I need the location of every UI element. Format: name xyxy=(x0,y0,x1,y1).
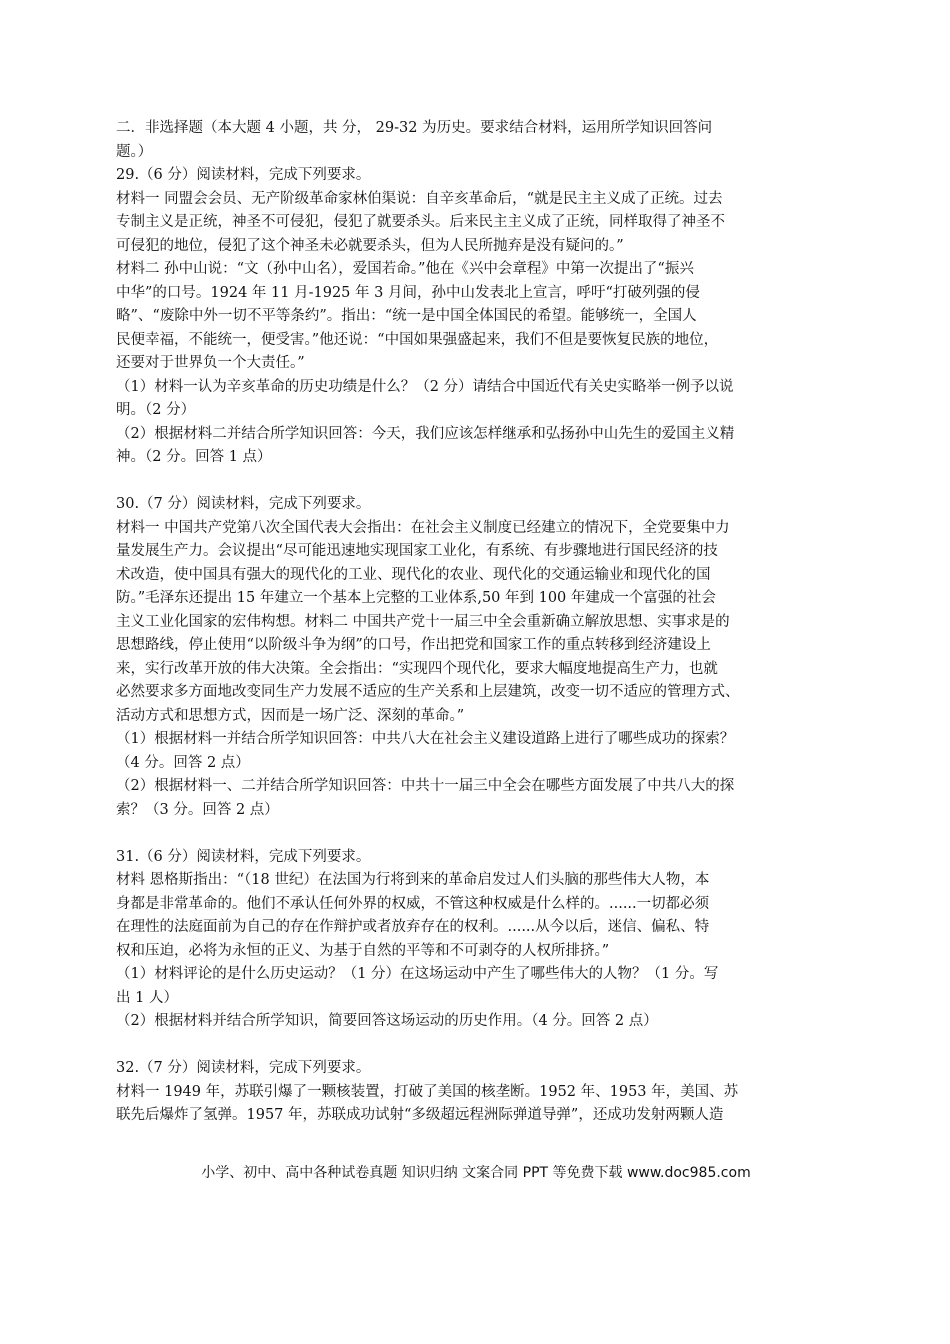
question-30 xyxy=(116,493,836,822)
question-32-title: 32.（7 分）阅读材料，完成下列要求。 xyxy=(116,1060,371,1076)
spacer xyxy=(116,470,836,494)
question-29-title: 29.（6 分）阅读材料，完成下列要求。 xyxy=(116,167,371,183)
question-32-line: 联先后爆炸了氢弹。1957 年，苏联成功试射“多级超远程洲际弹道导弹”，还成功发射两颗人造 xyxy=(116,1107,724,1123)
question-29-line: 专制主义是正统，神圣不可侵犯，侵犯了就要杀头。后来民主主义成了正统，同样取得了神圣不 xyxy=(116,214,725,230)
question-30-line: 材料一 中国共产党第八次全国代表大会指出：在社会主义制度已经建立的情况下，全党要集中力 xyxy=(116,519,730,536)
question-32 xyxy=(116,1057,836,1128)
question-30-line: 主义工业化国家的宏伟构想。材料二 中国共产党十一届三中全会重新确立解放思想、实事求是的 xyxy=(116,613,730,630)
section-heading-line: 二．非选择题（本大题 4 小题，共 分， 29-32 为历史。要求结合材料，运用所学知识回答问 xyxy=(116,120,713,136)
section-heading-line: 题。） xyxy=(116,143,153,160)
question-30-line: 术改造，使中国具有强大的现代化的工业、现代化的农业、现代化的交通运输业和现代化的国 xyxy=(116,566,711,583)
question-29-line: （2）根据材料二并结合所学知识回答：今天，我们应该怎样继承和弘扬孙中山先生的爱国主义精 xyxy=(116,425,735,442)
question-29-line: 中华”的口号。1924 年 11 月-1925 年 3 月间，孙中山发表北上宣言，呼吁“打破列强的侵 xyxy=(116,284,700,301)
question-30-line: 防。”毛泽东还提出 15 年建立一个基本上完整的工业体系,50 年到 100 年建成一个富强的社会 xyxy=(116,590,716,606)
question-29-line: （1）材料一认为辛亥革命的历史功绩是什么？（2 分）请结合中国近代有关史实略举一例予以说 xyxy=(116,378,734,395)
question-31 xyxy=(116,846,836,1034)
question-31-line: 在理性的法庭面前为自己的存在作辩护或者放弃存在的权利。......从今以后，迷信、偏私、特 xyxy=(116,919,710,935)
question-30-line: 索？（3 分。回答 2 点） xyxy=(116,801,279,818)
question-30-line: （2）根据材料一、二并结合所学知识回答：中共十一届三中全会在哪些方面发展了中共八大的探 xyxy=(116,778,735,794)
spacer xyxy=(116,822,836,846)
question-31-line: 身都是非常革命的。他们不承认任何外界的权威，不管这种权威是什么样的。......一切都必须 xyxy=(116,895,710,912)
question-31-line: 材料 恩格斯指出：“（18 世纪）在法国为行将到来的革命启发过人们头脑的那些伟大人物，本 xyxy=(116,872,710,888)
spacer xyxy=(116,1034,836,1058)
question-30-title: 30.（7 分）阅读材料，完成下列要求。 xyxy=(116,496,371,512)
question-29-line: 还要对于世界负一个大责任。” xyxy=(116,355,305,371)
question-29-line: 明。（2 分） xyxy=(116,402,196,418)
question-32-line: 材料一 1949 年，苏联引爆了一颗核装置，打破了美国的核垄断。1952 年、1953 年，美国、苏 xyxy=(116,1083,739,1100)
exam-page xyxy=(116,117,836,1128)
page-footer: 小学、初中、高中各种试卷真题 知识归纳 文案合同 PPT 等免费下载 www.doc985.com xyxy=(201,1165,751,1181)
question-29-line: 神。（2 分。回答 1 点） xyxy=(116,449,272,465)
question-30-line: （1）根据材料一并结合所学知识回答：中共八大在社会主义建设道路上进行了哪些成功的探索？ xyxy=(116,731,735,747)
question-30-line: 思想路线，停止使用“以阶级斗争为纲”的口号，作出把党和国家工作的重点转移到经济建设上 xyxy=(116,637,711,653)
question-29-line: 可侵犯的地位，侵犯了这个神圣未必就要杀头，但为人民所抛弃是没有疑问的。” xyxy=(116,237,624,254)
question-29-line: 材料一 同盟会会员、无产阶级革命家林伯渠说：自辛亥革命后，“就是民主主义成了正统。过去 xyxy=(116,190,723,207)
question-29-line: 民便幸福，不能统一，便受害。”他还说：“中国如果强盛起来，我们不但是要恢复民族的地位， xyxy=(116,331,719,348)
question-31-line: （2）根据材料并结合所学知识，简要回答这场运动的历史作用。（4 分。回答 2 点） xyxy=(116,1013,658,1029)
question-29-line: 材料二 孙中山说：“文（孙中山名），爱国若命。”他在《兴中会章程》中第一次提出了“振兴 xyxy=(116,261,694,277)
question-29 xyxy=(116,164,836,470)
question-30-line: 来，实行改革开放的伟大决策。全会指出：“实现四个现代化，要求大幅度地提高生产力，也就 xyxy=(116,660,718,677)
question-31-line: 权和压迫，必将为永恒的正义、为基于自然的平等和不可剥夺的人权所排挤。” xyxy=(116,942,610,959)
question-31-line: 出 1 人） xyxy=(116,989,178,1006)
question-31-line: （1）材料评论的是什么历史运动？（1 分）在这场运动中产生了哪些伟大的人物？（1 分。写 xyxy=(116,966,719,982)
question-29-line: 略”、“废除中外一切不平等条约”。指出：“统一是中国全体国民的希望。能够统一，全国人 xyxy=(116,308,697,324)
question-30-line: 必然要求多方面地改变同生产力发展不适应的生产关系和上层建筑，改变一切不适应的管理方式、 xyxy=(116,684,740,700)
section-heading xyxy=(116,117,836,164)
question-31-title: 31.（6 分）阅读材料，完成下列要求。 xyxy=(116,848,371,865)
question-30-line: （4 分。回答 2 点） xyxy=(116,754,250,771)
question-30-line: 量发展生产力。会议提出“尽可能迅速地实现国家工业化，有系统、有步骤地进行国民经济的技 xyxy=(116,543,718,559)
question-30-line: 活动方式和思想方式，因而是一场广泛、深刻的革命。” xyxy=(116,707,465,724)
